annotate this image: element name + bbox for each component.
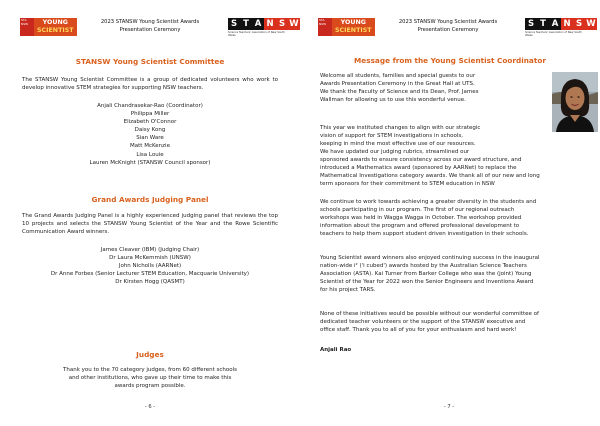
committee-members <box>20 102 280 167</box>
message-paragraph-4: Young Scientist award winners also enjoyed continuing success in the inaugural nation-wide i² ('i cubed') awards hosted by the Australian Science Teachers Association (ASTA). Kai Turner from Barker College who was the (joint) Young Scientist of the Year for 2022 won the Senior Engineers and Inventions Award for his project TARS. <box>320 255 540 293</box>
coordinator-message-heading: Message from the Young Scientist Coordinator <box>354 56 546 65</box>
judge-name: Dr Anne Forbes (Senior Lecturer STEM Education, Macquarie University) <box>50 271 250 278</box>
message-paragraph-2: This year we instituted changes to align with our strategic vision of support for STEM investigations in schools, keeping in mind the most effective use of our resources. We have updated our judging rubrics, streamlined our sponsored awards to ensure consistency across our award structure, and introduced a Mathematics award (sponsored by AARNet) to replace the Mathematical Investigations category awards. We thank all of our new and long term sponsors for their commitment to STEM education in NSW <box>320 125 540 187</box>
committee-intro: The STANSW Young Scientist Committee is a group of dedicated volunteers who work to develop innovative STEM strategies for supporting NSW teachers. <box>22 77 278 91</box>
judges-heading: Judges <box>136 350 164 359</box>
grand-awards-heading: Grand Awards Judging Panel <box>91 195 209 204</box>
member-name: Lauren McKnight (STANSW Council sponsor) <box>89 159 211 166</box>
header-title: 2023 STANSW Young Scientist Awards Presentation Ceremony <box>100 19 200 33</box>
header-title: 2023 STANSW Young Scientist Awards Presentation Ceremony <box>398 19 498 33</box>
coordinator-photo <box>552 72 598 132</box>
page-number: - 7 - <box>443 404 455 410</box>
stanaw-logo: S T A N S W Science Teachers' Association of New South Wales <box>228 19 299 38</box>
committee-heading: STANSW Young Scientist Committee <box>75 57 225 66</box>
member-name: Lisa Louie <box>136 151 164 158</box>
member-name: Sian Ware <box>136 135 164 142</box>
judge-name: James Cleaver (IBM) (Judging Chair) <box>100 247 200 253</box>
message-paragraph-5: None of these initiatives would be possible without our wonderful committee of dedicated teacher volunteers or the support of the STANSW executive and office staff. Thank you to all of you for your enthusiasm and hard work! <box>320 311 539 333</box>
young-scientist-logo: STA NSW YOUNG SCIENTIST <box>318 18 375 36</box>
member-name: Matt McKenzie <box>130 143 170 150</box>
member-name: Anjali Chandrasekar-Rao (Coordinator) <box>97 103 203 109</box>
right-page <box>300 0 600 426</box>
message-paragraph-3: We continue to work towards achieving a greater diversity in the students and schools participating in our program. The first of our regional outreach workshops was held in Wagga Wagga in October. The workshop provided information about the program and offered professional development to teachers to help them support student driven investigation in their schools. <box>320 199 537 237</box>
judges-thanks: Thank you to the 70 category judges, from 60 different schools and other institutions, who gave up their time to make this awards program possible. <box>63 367 237 390</box>
member-name: Elizabeth O'Connor <box>123 119 177 126</box>
stanaw-logo: S T A N S W Science Teachers' Association of New South Wales <box>525 19 596 38</box>
judge-name: John Nicholls (AARNet) <box>118 263 182 270</box>
page-number: - 6 - <box>144 404 156 410</box>
grand-awards-intro: The Grand Awards Judging Panel is a highly experienced judging panel that reviews the top 10 projects and selects the STANSW Young Scientist of the Year and the Rowe Scientific Communication Award winners. <box>22 213 278 235</box>
judge-name: Dr Kirsten Hogg (QASMT) <box>115 279 185 286</box>
member-name: Daisy Kong <box>134 127 166 134</box>
signature: Anjali Rao <box>320 347 352 353</box>
grand-awards-members <box>20 246 280 286</box>
message-paragraph-1: Welcome all students, families and special guests to our Awards Presentation Ceremony in the Great Hall at UTS. We thank the Faculty of Science and its Dean, Prof. James Wallman for allowing us to use this wonderful venue. <box>320 73 479 103</box>
member-name: Philippa Miller <box>130 111 170 118</box>
judge-name: Dr Laura McKemmish (UNSW) <box>109 255 191 262</box>
young-scientist-logo: STA NSW YOUNG SCIENTIST <box>20 18 77 36</box>
